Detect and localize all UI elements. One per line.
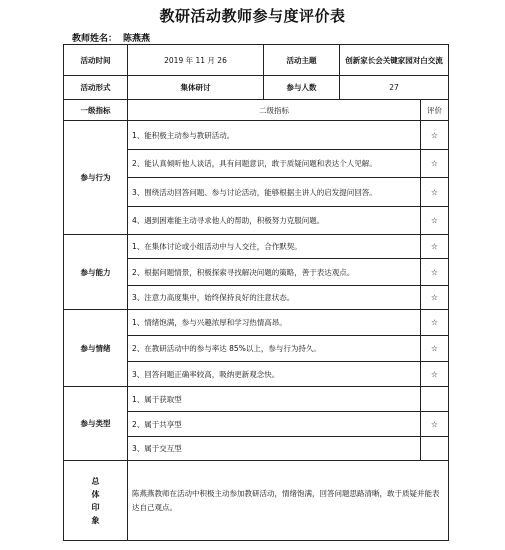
summary-label-char: 总 xyxy=(91,476,100,486)
rating-star-icon: ☆ xyxy=(421,235,449,259)
header-level2: 二级指标 xyxy=(128,100,421,121)
criterion-text: 3、围绕活动回答问题、参与讨论活动，能够根据主讲人的启发提问回答。 xyxy=(128,178,421,207)
criterion-text: 2、能认真倾听他人谈话，具有问题意识，敢于质疑问题和表达个人见解。 xyxy=(128,150,421,178)
criterion-text: 1、属于获取型 xyxy=(128,387,421,412)
rating-star-icon: ☆ xyxy=(421,362,449,387)
activity-theme-value: 创新家长会关键家园对白交流 xyxy=(340,45,449,76)
rating-star-icon: ☆ xyxy=(421,336,449,362)
header-level1: 一级指标 xyxy=(64,100,128,121)
activity-theme-label: 活动主题 xyxy=(264,45,340,76)
criterion-text: 1、在集体讨论或小组活动中与人交往，合作默契。 xyxy=(128,235,421,259)
summary-text: 陈燕燕教师在活动中积极主动参加教研活动，情绪饱满，回答问题思路清晰，敢于质疑并能表达自己观点。 xyxy=(128,461,449,541)
rating-star-icon: ☆ xyxy=(421,259,449,286)
participant-count-label: 参与人数 xyxy=(264,76,340,100)
criterion-text: 3、回答问题正确率较高，吸纳更新观念快。 xyxy=(128,362,421,387)
form-title: 教研活动教师参与度评价表 xyxy=(159,7,346,25)
participant-count-value: 27 xyxy=(340,76,449,100)
activity-form-value: 集体研讨 xyxy=(128,76,264,100)
rating-star-icon: ☆ xyxy=(421,412,449,437)
header-score: 评价 xyxy=(421,100,449,121)
rating-star-icon xyxy=(421,437,449,461)
section-name-emotion: 参与情绪 xyxy=(64,310,128,387)
criterion-text: 4、遇到困难能主动寻求他人的帮助，积极努力克服问题。 xyxy=(128,207,421,235)
table-row xyxy=(64,121,449,150)
header-row xyxy=(64,100,449,121)
criterion-text: 2、在教研活动中的参与率达 85%以上，参与行为持久。 xyxy=(128,336,421,362)
section-name-behavior: 参与行为 xyxy=(64,121,128,235)
criterion-text: 2、根据问题情景，积极探索寻找解决问题的策略，善于表达观点。 xyxy=(128,259,421,286)
summary-label-char: 体 xyxy=(91,489,100,499)
teacher-name-label: 教师姓名： xyxy=(72,34,118,44)
rating-star-icon: ☆ xyxy=(421,310,449,336)
info-row-form xyxy=(64,76,449,100)
activity-time-label: 活动时间 xyxy=(64,45,128,76)
rating-star-icon: ☆ xyxy=(421,178,449,207)
rating-star-icon: ☆ xyxy=(421,150,449,178)
criterion-text: 1、情绪饱满，参与兴趣浓厚和学习热情高昂。 xyxy=(128,310,421,336)
teacher-name-value: 陈燕燕 xyxy=(123,34,151,44)
criterion-text: 2、属于共享型 xyxy=(128,412,421,437)
activity-form-label: 活动形式 xyxy=(64,76,128,100)
criterion-text: 3、属于交互型 xyxy=(128,437,421,461)
criterion-text: 3、注意力高度集中，始终保持良好的注意状态。 xyxy=(128,286,421,310)
summary-label xyxy=(64,461,128,541)
rating-star-icon xyxy=(421,387,449,412)
section-name-type: 参与类型 xyxy=(64,387,128,461)
rating-star-icon: ☆ xyxy=(421,286,449,310)
info-row-time xyxy=(64,45,449,76)
rating-star-icon: ☆ xyxy=(421,121,449,150)
table-row xyxy=(64,235,449,259)
table-row xyxy=(64,310,449,336)
rating-star-icon: ☆ xyxy=(421,207,449,235)
summary-label-char: 象 xyxy=(91,515,100,525)
evaluation-table xyxy=(63,44,449,541)
criterion-text: 1、能积极主动参与教研活动。 xyxy=(128,121,421,150)
table-row xyxy=(64,387,449,412)
summary-row xyxy=(64,461,449,541)
activity-time-value: 2019 年 11 月 26 xyxy=(128,45,264,76)
section-name-ability: 参与能力 xyxy=(64,235,128,310)
summary-label-char: 印 xyxy=(91,502,100,512)
teacher-name-line xyxy=(72,31,150,44)
